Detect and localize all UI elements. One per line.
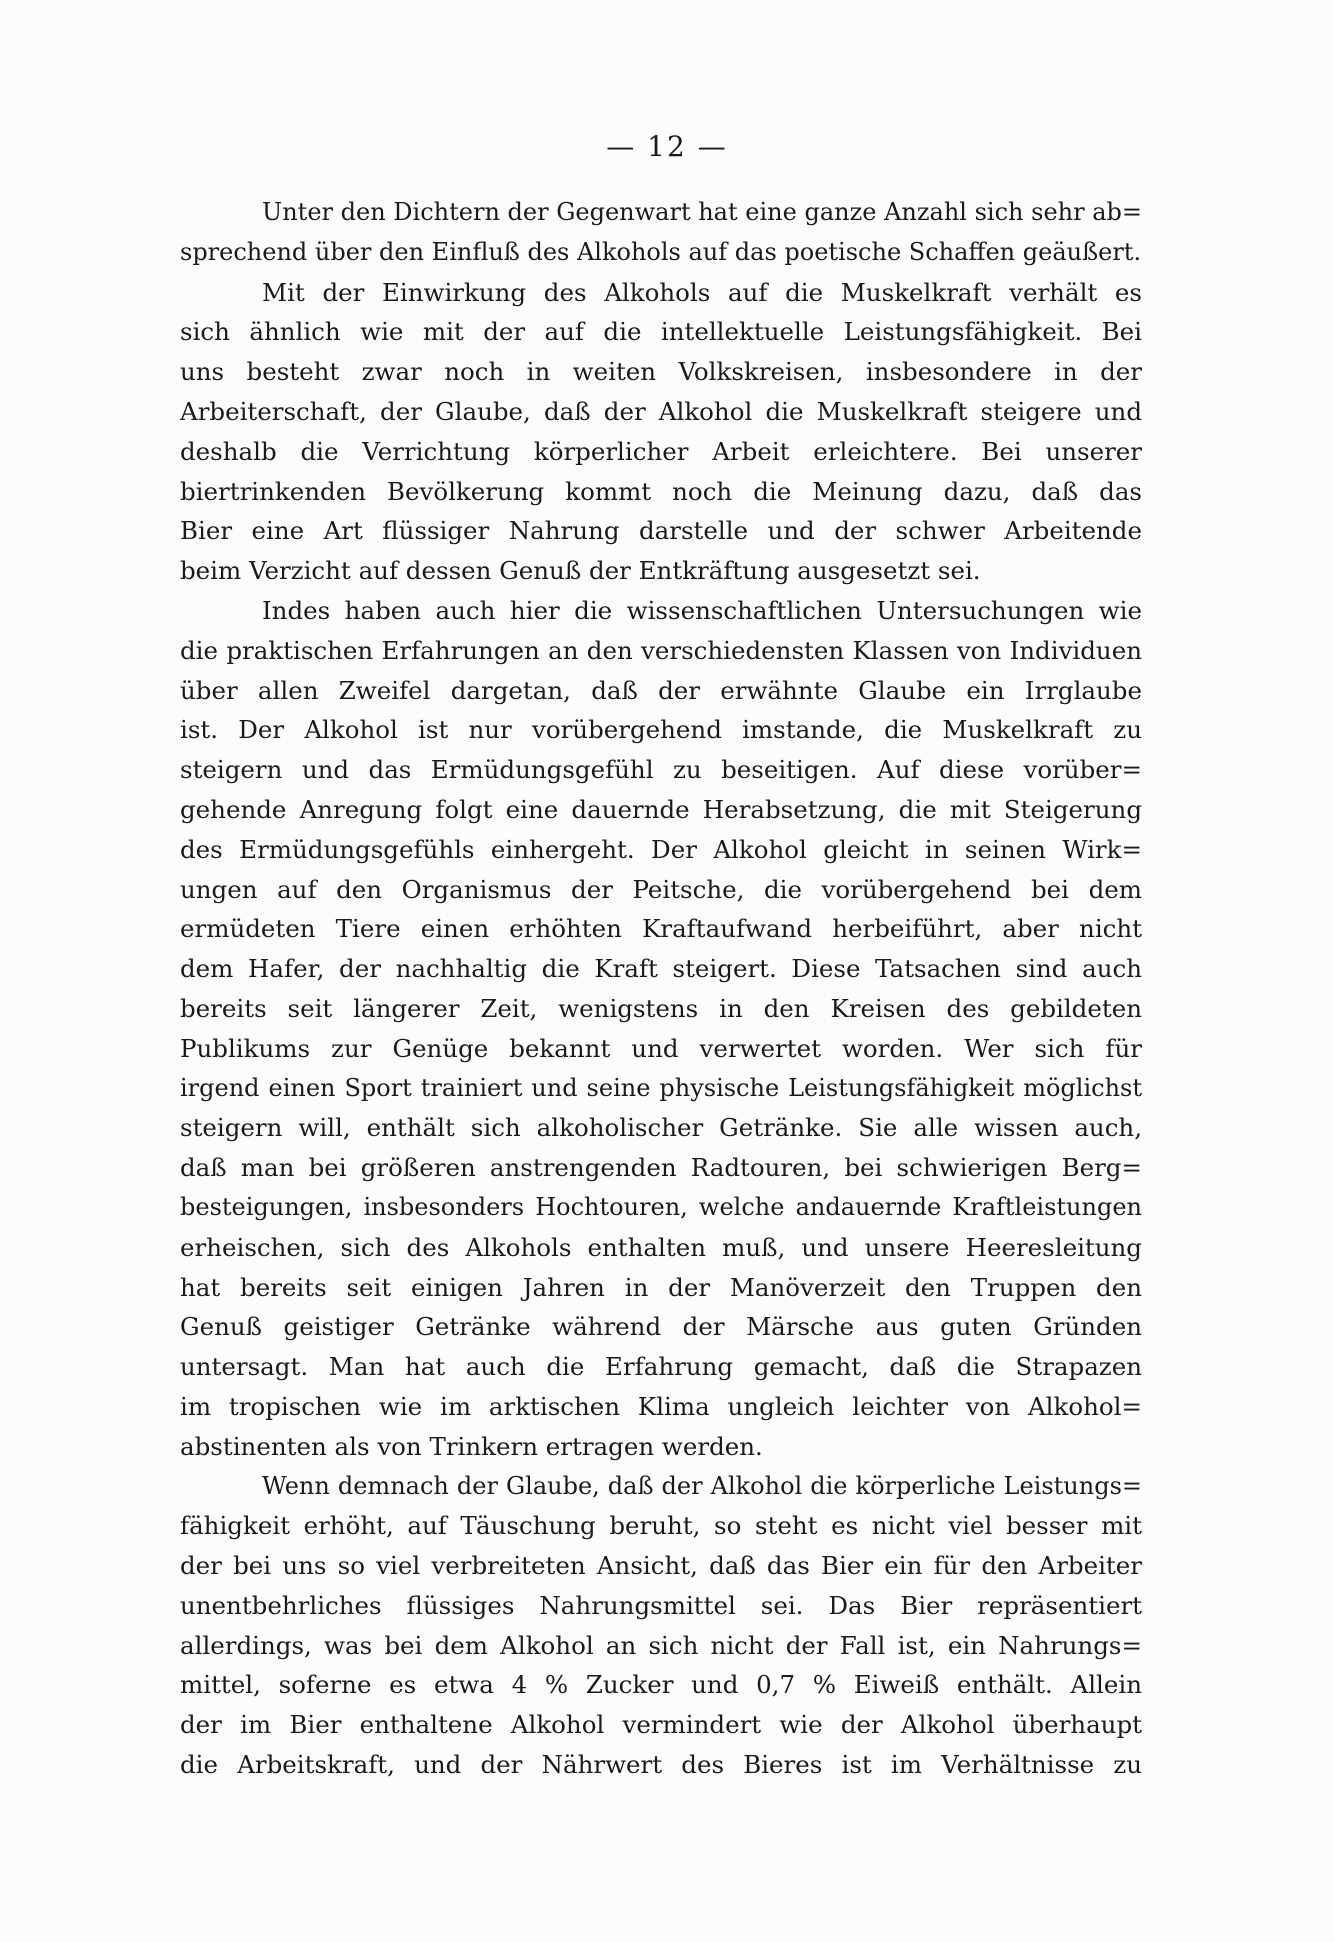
text-line: ist. Der Alkohol ist nur vorübergehend imstande, die Muskelkraft zu	[180, 715, 1142, 745]
text-line: im tropischen wie im arktischen Klima ungleich leichter von Alkohol=	[180, 1391, 1142, 1421]
text-line: beim Verzicht auf dessen Genuß der Entkräftung ausgesetzt sei.	[180, 556, 981, 586]
text-line: irgend einen Sport trainiert und seine physische Leistungsfähigkeit möglichst	[180, 1073, 1142, 1102]
text-line: mittel, soferne es etwa 4 % Zucker und 0,7 % Eiweiß enthält. Allein	[180, 1670, 1142, 1700]
text-line: ermüdeten Tiere einen erhöhten Kraftaufwand herbeiführt, aber nicht	[180, 914, 1142, 944]
text-line: Mit der Einwirkung des Alkohols auf die Muskelkraft verhält es	[262, 277, 1142, 307]
text-line: uns besteht zwar noch in weiten Volkskreisen, insbesondere in der	[180, 357, 1142, 387]
text-line: allerdings, was bei dem Alkohol an sich nicht der Fall ist, ein Nahrungs=	[180, 1630, 1142, 1660]
text-line: deshalb die Verrichtung körperlicher Arbeit erleichtere. Bei unserer	[180, 436, 1142, 466]
text-line: daß man bei größeren anstrengenden Radtouren, bei schwierigen Berg=	[180, 1153, 1142, 1183]
text-line: der bei uns so viel verbreiteten Ansicht, daß das Bier ein für den Arbeiter	[180, 1551, 1142, 1581]
text-line: der im Bier enthaltene Alkohol vermindert wie der Alkohol überhaupt	[180, 1710, 1142, 1740]
text-line: untersagt. Man hat auch die Erfahrung gemacht, daß die Strapazen	[180, 1352, 1142, 1382]
text-line: erheischen, sich des Alkohols enthalten muß, und unsere Heeresleitung	[180, 1232, 1142, 1262]
text-line: des Ermüdungsgefühls einhergeht. Der Alkohol gleicht in seinen Wirk=	[180, 834, 1142, 864]
text-line: Arbeiterschaft, der Glaube, daß der Alkohol die Muskelkraft steigere und	[180, 396, 1142, 426]
text-line: Genuß geistiger Getränke während der Märsche aus guten Gründen	[180, 1312, 1142, 1342]
text-line: steigern will, enthält sich alkoholischer Getränke. Sie alle wissen auch,	[180, 1113, 1142, 1143]
text-line: fähigkeit erhöht, auf Täuschung beruht, so steht es nicht viel besser mit	[180, 1511, 1142, 1541]
text-line: hat bereits seit einigen Jahren in der Manöverzeit den Truppen den	[180, 1272, 1142, 1302]
text-line: Publikums zur Genüge bekannt und verwertet worden. Wer sich für	[180, 1033, 1142, 1063]
text-line: über allen Zweifel dargetan, daß der erwähnte Glaube ein Irrglaube	[180, 675, 1142, 705]
text-line: sich ähnlich wie mit der auf die intellektuelle Leistungsfähigkeit. Bei	[180, 317, 1142, 347]
text-line: unentbehrliches flüssiges Nahrungsmittel sei. Das Bier repräsentiert	[180, 1590, 1142, 1620]
text-line: ungen auf den Organismus der Peitsche, die vorübergehend bei dem	[180, 874, 1142, 904]
text-line: die praktischen Erfahrungen an den verschiedensten Klassen von Individuen	[180, 635, 1142, 665]
text-line: Indes haben auch hier die wissenschaftlichen Untersuchungen wie	[262, 595, 1142, 625]
text-line: abstinenten als von Trinkern ertragen werden.	[180, 1431, 763, 1461]
text-line: die Arbeitskraft, und der Nährwert des Bieres ist im Verhältnisse zu	[180, 1750, 1142, 1780]
text-line: bereits seit längerer Zeit, wenigstens in den Kreisen des gebildeten	[180, 993, 1142, 1023]
text-line: gehende Anregung folgt eine dauernde Herabsetzung, die mit Steigerung	[180, 794, 1142, 824]
text-line: Wenn demnach der Glaube, daß der Alkohol die körperliche Leistungs=	[262, 1471, 1142, 1500]
text-line: steigern und das Ermüdungsgefühl zu beseitigen. Auf diese vorüber=	[180, 755, 1142, 785]
text-line: besteigungen, insbesonders Hochtouren, welche andauernde Kraftleistungen	[180, 1192, 1142, 1221]
text-line: sprechend über den Einfluß des Alkohols auf das poetische Schaffen geäußert.	[180, 237, 1142, 266]
body-text	[180, 193, 1142, 1785]
text-line: biertrinkenden Bevölkerung kommt noch die Meinung dazu, daß das	[180, 476, 1142, 506]
text-line: dem Hafer, der nachhaltig die Kraft steigert. Diese Tatsachen sind auch	[180, 954, 1142, 984]
text-line: Unter den Dichtern der Gegenwart hat eine ganze Anzahl sich sehr ab=	[262, 198, 1142, 226]
text-line: Bier eine Art flüssiger Nahrung darstelle und der schwer Arbeitende	[180, 516, 1142, 546]
page-number: — 12 —	[606, 130, 728, 163]
